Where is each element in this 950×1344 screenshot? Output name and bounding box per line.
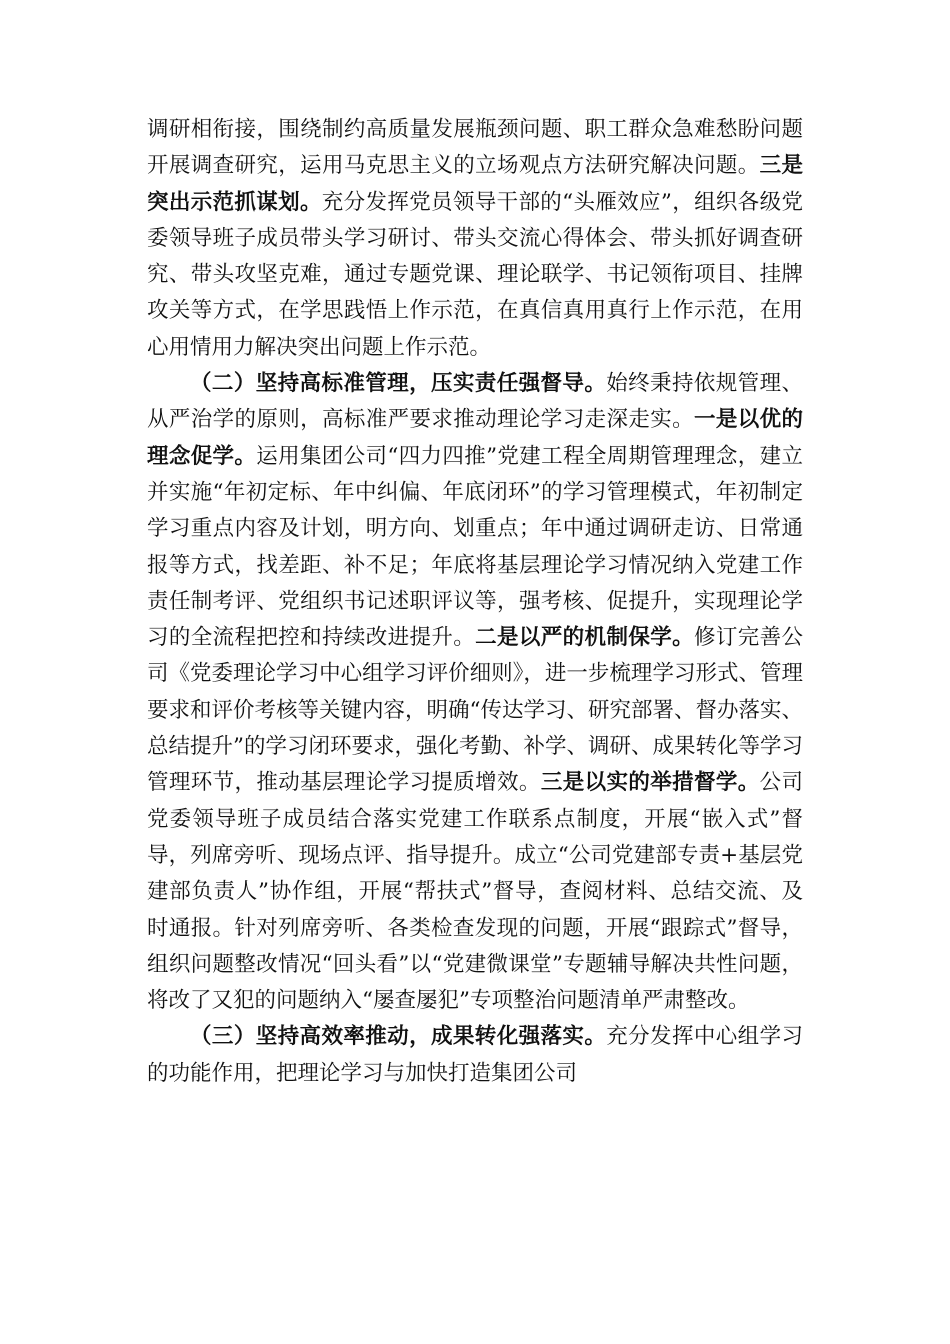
paragraph-section-3 xyxy=(147,1019,803,1092)
document-page xyxy=(147,112,803,1092)
text-run: 始终秉持依规管理、从严治学的原则，高标准严要求推动理论学习走深走实。 xyxy=(147,371,803,433)
text-run: 充分发挥中心组学习的功能作用，把理论学习与加快打造集团公司 xyxy=(147,1024,803,1086)
bold-heading-run: 二是以严的机制保学。 xyxy=(475,625,694,651)
bold-heading-run: 三是突出示范抓谋划。 xyxy=(147,153,803,215)
text-run: 公司党委领导班子成员结合落实党建工作联系点制度，开展“嵌入式”督导，列席旁听、现场点评、指导提升。成立“公司党建部专责+基层党建部负责人”协作组，开展“帮扶式”督导，查阅材料、总结交流、及时通报。针对列席旁听、各类检查发现的问题，开展“跟踪式”督导，组织问题整改情况“回头看”以“党建微课堂”专题辅导解决共性问题，将改了又犯的问题纳入“屡查屡犯”专项整治问题清单严肃整改。 xyxy=(147,770,803,1014)
bold-heading-run: 一是以优的理念促学。 xyxy=(147,407,803,469)
paragraph-continuation xyxy=(147,112,803,366)
text-run: 充分发挥党员领导干部的“头雁效应”，组织各级党委领导班子成员带头学习研讨、带头交流心得体会、带头抓好调查研究、带头攻坚克难，通过专题党课、理论联学、书记领衔项目、挂牌攻关等方式，在学思践悟上作示范，在真信真用真行上作示范，在用心用情用力解决突出问题上作示范。 xyxy=(147,189,803,360)
text-run: 运用集团公司“四力四推”党建工程全周期管理理念，建立并实施“年初定标、年中纠偏、年底闭环”的学习管理模式，年初制定学习重点内容及计划，明方向、划重点；年中通过调研走访、日常通报等方式，找差距、补不足；年底将基层理论学习情况纳入党建工作责任制考评、党组织书记述职评议等，强考核、促提升，实现理论学习的全流程把控和持续改进提升。 xyxy=(147,443,803,651)
text-run: 修订完善公司《党委理论学习中心组学习评价细则》，进一步梳理学习形式、管理要求和评价考核等关键内容，明确“传达学习、研究部署、督办落实、总结提升”的学习闭环要求，强化考勤、补学、调研、成果转化等学习管理环节，推动基层理论学习提质增效。 xyxy=(147,625,803,796)
section-heading-run: （二）坚持高标准管理，压实责任强督导。 xyxy=(190,371,607,397)
bold-heading-run: 三是以实的举措督学。 xyxy=(540,770,760,796)
text-run: 调研相衔接，围绕制约高质量发展瓶颈问题、职工群众急难愁盼问题开展调查研究，运用马克思主义的立场观点方法研究解决问题。 xyxy=(147,117,803,179)
section-heading-run: （三）坚持高效率推动，成果转化强落实。 xyxy=(190,1024,607,1050)
paragraph-section-2 xyxy=(147,366,803,1019)
